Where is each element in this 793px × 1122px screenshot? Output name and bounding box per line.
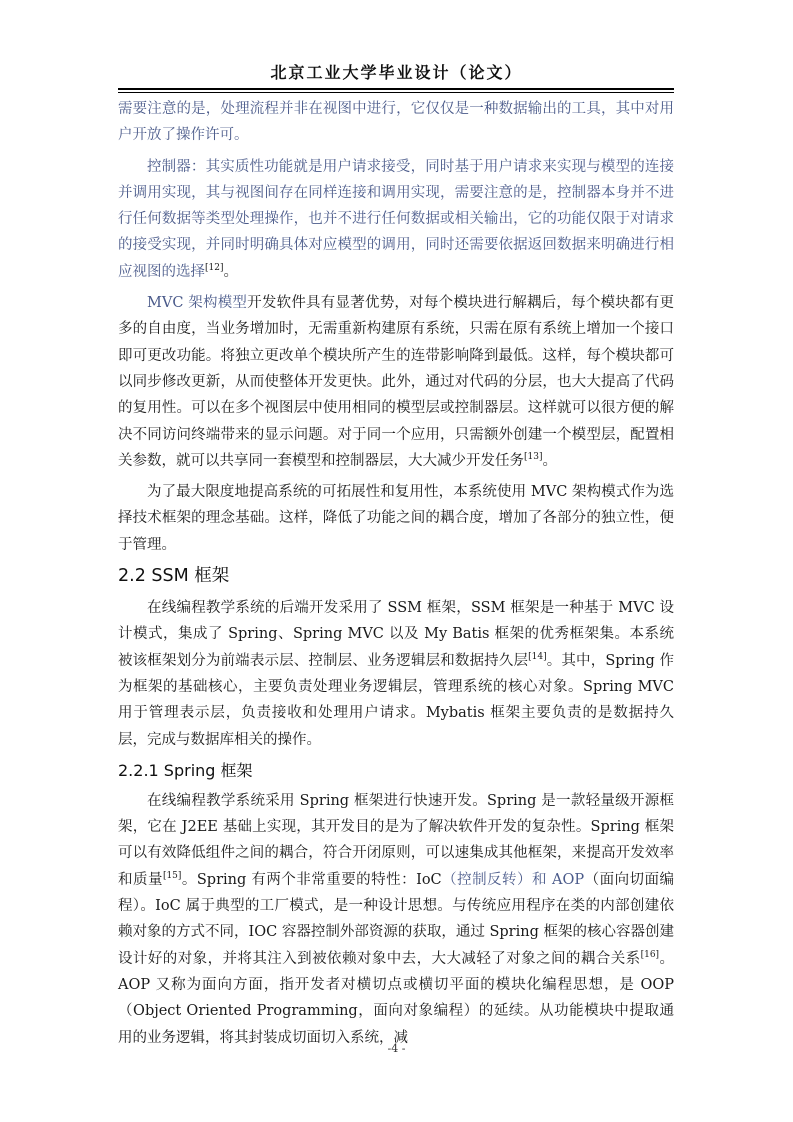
citation-12: [12] [205, 262, 224, 273]
paragraph-ssm-text-b: 。其中，Spring 作为框架的基础核心，主要负责处理业务逻辑层，管理系统的核心对象。Spring MVC 用于管理表示层，负责接收和处理用户请求。Mybatis 框架主要负责的是数据持久层，完成与数据库相关的操作。 [118, 652, 675, 748]
paragraph-mvc-advantages [118, 290, 674, 474]
paragraph-mvc-choice: 为了最大限度地提高系统的可拓展性和复用性，本系统使用 MVC 架构模式作为选择技术框架的理念基础。这样，降低了功能之间的耦合度，增加了各部分的独立性，便于管理。 [118, 484, 674, 553]
paragraph-view-note: 需要注意的是，处理流程并非在视图中进行，它仅仅是一种数据输出的工具，其中对用户开放了操作许可。 [118, 101, 674, 144]
paragraph-spring [118, 788, 674, 1051]
page-body [118, 96, 674, 1056]
citation-16: [16] [640, 949, 660, 960]
citation-15: [15] [162, 870, 182, 881]
header-rule-thin [118, 92, 674, 93]
paragraph-spring-text-d: 。AOP 又称为面向方面，指开发者对横切点或横切平面的模块化编程思想，是 OOP（Object Oriented Programming，面向对象编程）的延续。从功能模块中提取通用的业务逻辑，将其封装成切面切入系统，减 [118, 950, 675, 1046]
page-header-title: 北京工业大学毕业设计（论文） [270, 63, 523, 82]
section-heading-2-2: 2.2 SSM 框架 [118, 566, 230, 587]
paragraph-controller-text: 控制器：其实质性功能就是用户请求接受，同时基于用户请求来实现与模型的连接并调用实现，其与视图间存在同样连接和调用实现，需要注意的是，控制器本身并不进行任何数据等类型处理操作，也并不进行任何数据或相关输出，它的功能仅限于对请求的接受实现，并同时明确具体对应模型的调用，同时还需要依据返回数据来明确进行相应视图的选择 [118, 158, 674, 280]
paragraph-controller [118, 154, 674, 285]
header-rule-thick [118, 88, 674, 90]
section-heading-2-2-1: 2.2.1 Spring 框架 [118, 760, 253, 780]
paragraph-ssm-text-a: 在线编程教学系统的后端开发采用了 SSM 框架，SSM 框架是一种基于 MVC 设计模式，集成了 Spring、Spring MVC 以及 My Batis 框架的优秀框架集。本系统被该框架划分为前端表示层、控制层、业务逻辑层和数据持久层 [118, 600, 674, 669]
paragraph-spring-text-b: 。Spring 有两个非常重要的特性：IoC [181, 871, 442, 888]
paragraph-spring-ioc-term: （控制反转）和 AOP [441, 871, 585, 888]
paragraph-controller-end: 。 [223, 263, 238, 280]
mvc-model-term: MVC 架构模型 [147, 295, 248, 312]
page-number: -4 - [387, 1042, 406, 1055]
paragraph-mvc-text: 开发软件具有显著优势，对每个模块进行解耦后，每个模块都有更多的自由度，当业务增加时，无需重新构建原有系统，只需在原有系统上增加一个接口即可更改功能。将独立更改单个模块所产生的连带影响降到最低。这样，每个模块都可以同步修改更新，从而使整体开发更快。此外，通过对代码的分层，也大大提高了代码的复用性。可以在多个视图层中使用相同的模型层或控制器层。这样就可以很方便的解决不同访问终端带来的显示问题。对于同一个应用，只需额外创建一个模型层，配置相关参数，就可以共享同一套模型和控制器层，大大减少开发任务 [118, 295, 674, 469]
citation-13: [13] [524, 452, 543, 463]
paragraph-mvc-end: 。 [542, 452, 557, 469]
paragraph-ssm [118, 595, 674, 753]
paragraph-spring-text-c: （面向切面编程）。IoC 属于典型的工厂模式，是一种设计思想。与传统应用程序在类的内部创建依赖对象的方式不同，IOC 容器控制外部资源的获取，通过 Spring 框架的核心容器创建设计好的对象，并将其注入到被依赖对象中去，大大减轻了对象之间的耦合关系 [118, 871, 674, 967]
paragraph-spring-text-a: 在线编程教学系统采用 Spring 框架进行快速开发。Spring 是一款轻量级开源框架，它在 J2EE 基础上实现，其开发目的是为了解决软件开发的复杂性。Spring 框架可以有效降低组件之间的耦合，符合开闭原则，可以速集成其他框架，来提高开发效率和质量 [118, 792, 674, 888]
citation-14: [14] [528, 651, 547, 662]
